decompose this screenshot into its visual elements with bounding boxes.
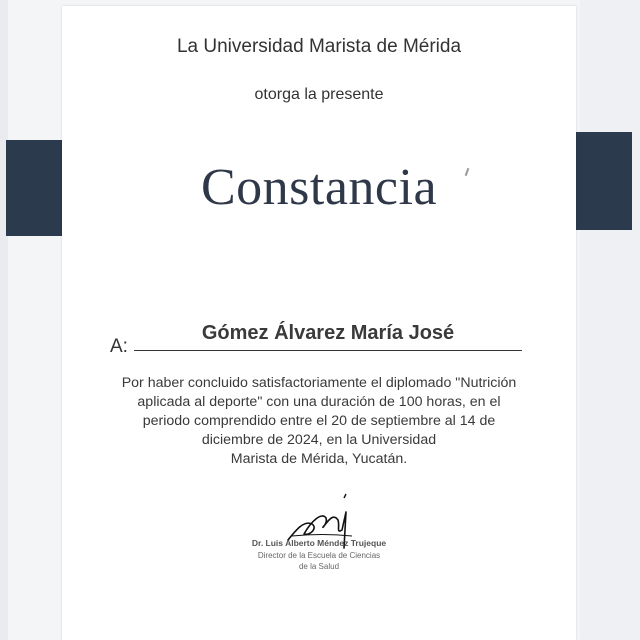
certificate-title: Constancia [200, 159, 438, 216]
body-line: diciembre de 2024, en la Universidad [201, 432, 437, 448]
certificate-sheet [62, 6, 576, 640]
signer-title-line: de la Salud [298, 562, 340, 571]
intro-text: otorga la presente [254, 86, 384, 103]
recipient-underline [134, 350, 522, 351]
recipient-name: Gómez Álvarez María José [201, 322, 455, 344]
body-line: aplicada al deporte" con una duración de 100 horas, en el [137, 394, 501, 410]
body-line: Por haber concluido satisfactoriamente el diplomado "Nutrición [121, 375, 517, 391]
background-band-left [6, 140, 64, 236]
signer-title [62, 550, 576, 572]
background-band-right [576, 132, 632, 230]
background-right-edge [580, 0, 640, 640]
recipient-prefix: A: [110, 336, 128, 357]
institution-name: La Universidad Marista de Mérida [176, 36, 462, 57]
body-line: Marista de Mérida, Yucatán. [230, 451, 408, 467]
signer-name: Dr. Luis Alberto Méndez Trujeque [251, 538, 387, 548]
body-line: periodo comprendido entre el 20 de septiembre al 14 de [142, 413, 496, 429]
certificate-body [102, 374, 536, 469]
signer-title-line: Director de la Escuela de Ciencias [257, 551, 381, 560]
background-left-edge [0, 0, 8, 640]
